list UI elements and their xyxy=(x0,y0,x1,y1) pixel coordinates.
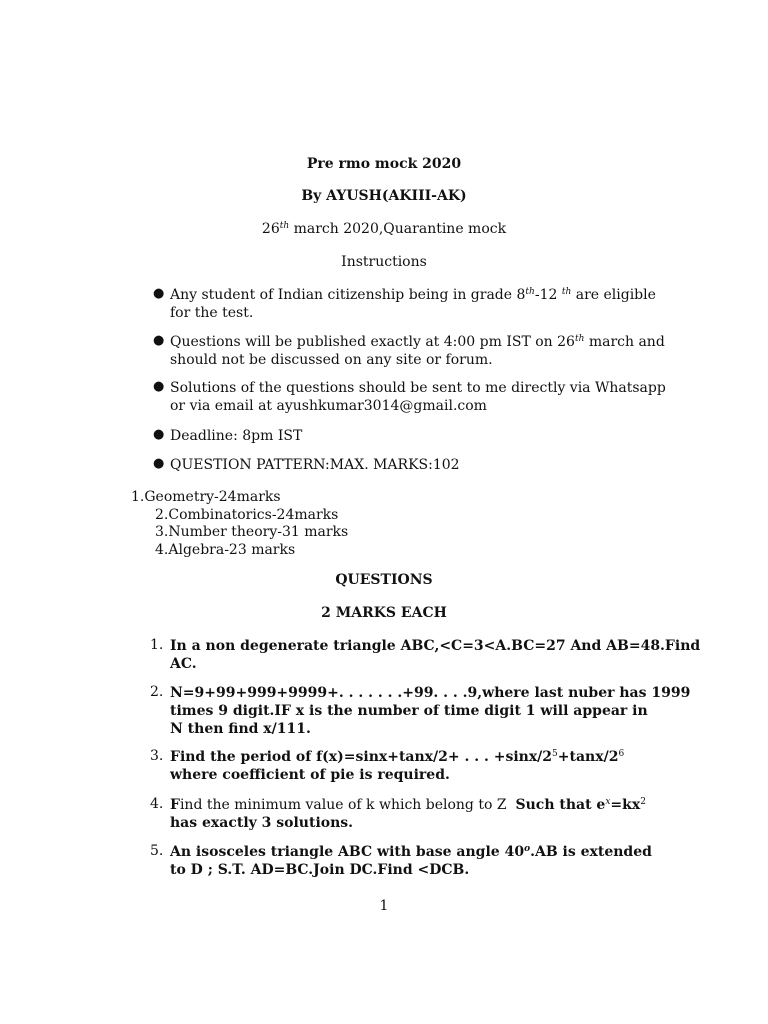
question-line: has exactly 3 solutions. xyxy=(170,815,354,831)
pattern-item: 4.Algebra-23 marks xyxy=(155,542,296,558)
question-text-part: Such that e xyxy=(515,797,606,813)
question-line: to D ; S.T. AD=BC.Join DC.Find <DCB. xyxy=(170,862,470,878)
instruction-text-line: should not be discussed on any site or forum. xyxy=(170,352,493,368)
bullet-icon: ● xyxy=(153,456,165,471)
question-text-part: ind the minimum value of k which belong to Z xyxy=(179,797,507,813)
question-text-part: =kx xyxy=(610,797,641,813)
question-line: where coefficient of pie is required. xyxy=(170,767,450,783)
question-text-part: .AB is extended xyxy=(530,844,652,860)
question-number: 3. xyxy=(150,748,164,764)
instruction-text xyxy=(170,286,656,322)
page-number: 1 xyxy=(379,898,389,914)
question-number: 1. xyxy=(150,637,164,653)
instructions-heading: Instructions xyxy=(341,254,427,270)
instruction-text-part: march and xyxy=(584,334,665,350)
bullet-icon: ● xyxy=(153,427,165,442)
superscript: o xyxy=(524,844,531,854)
question-number: 4. xyxy=(150,796,164,812)
bullet-icon: ● xyxy=(153,333,165,348)
document-title: Pre rmo mock 2020 xyxy=(306,156,462,172)
instruction-text-part: Questions will be published exactly at 4:00 pm IST on 26 xyxy=(170,334,575,350)
question-number: 5. xyxy=(150,843,164,859)
question-text xyxy=(170,748,624,784)
question-text xyxy=(170,796,646,832)
pattern-item: 2.Combinatorics-24marks xyxy=(155,507,339,523)
question-line: In a non degenerate triangle ABC,<C=3<A.BC=27 And AB=48.Find xyxy=(170,638,701,654)
date-text: march 2020,Quarantine mock xyxy=(289,221,507,237)
question-text-part: An isosceles triangle ABC with base angle 40 xyxy=(170,844,525,860)
question-text-part: Find the period of f(x)=sinx+tanx/2+ . . . +sinx/2 xyxy=(170,749,553,765)
document-date xyxy=(0,221,768,237)
question-line: N then find x/111. xyxy=(170,721,311,737)
question-text xyxy=(170,684,690,738)
question-text xyxy=(170,637,700,673)
instruction-text-line: for the test. xyxy=(170,305,254,321)
pattern-item: 3.Number theory-31 marks xyxy=(155,524,349,540)
marks-heading: 2 MARKS EACH xyxy=(321,605,447,621)
instruction-text-part: -12 xyxy=(534,287,562,303)
date-number: 26 xyxy=(261,221,280,237)
bullet-icon: ● xyxy=(153,379,165,394)
pattern-item: 1.Geometry-24marks xyxy=(131,489,281,505)
superscript: th xyxy=(574,334,585,344)
question-text-part: F xyxy=(170,797,180,813)
instruction-text: Deadline: 8pm IST xyxy=(170,428,303,444)
question-line: N=9+99+999+9999+. . . . . . .+99. . . .9,where last nuber has 1999 xyxy=(170,685,691,701)
instruction-text xyxy=(170,333,665,369)
superscript: 2 xyxy=(640,797,646,807)
document-author: By AYUSH(AKIII-AK) xyxy=(301,188,467,204)
superscript: th xyxy=(525,287,535,297)
superscript: 6 xyxy=(618,749,625,759)
superscript: 5 xyxy=(552,749,558,759)
superscript: x xyxy=(605,797,611,807)
bullet-icon: ● xyxy=(153,286,165,301)
question-line: times 9 digit.IF x is the number of time digit 1 will appear in xyxy=(170,703,648,719)
instruction-text xyxy=(170,379,666,415)
instruction-text-line: Solutions of the questions should be sent to me directly via Whatsapp xyxy=(170,380,666,396)
question-number: 2. xyxy=(150,684,164,700)
questions-heading: QUESTIONS xyxy=(335,572,433,588)
date-superscript: th xyxy=(279,221,290,231)
instruction-text: QUESTION PATTERN:MAX. MARKS:102 xyxy=(170,457,460,473)
question-text xyxy=(170,843,652,879)
instruction-text-line: or via email at ayushkumar3014@gmail.com xyxy=(170,398,487,414)
instruction-text-part: Any student of Indian citizenship being in grade 8 xyxy=(170,287,526,303)
superscript: th xyxy=(561,287,572,297)
question-text-part: +tanx/2 xyxy=(557,749,619,765)
instruction-text-part: are eligible xyxy=(571,287,656,303)
question-line: AC. xyxy=(170,656,197,672)
